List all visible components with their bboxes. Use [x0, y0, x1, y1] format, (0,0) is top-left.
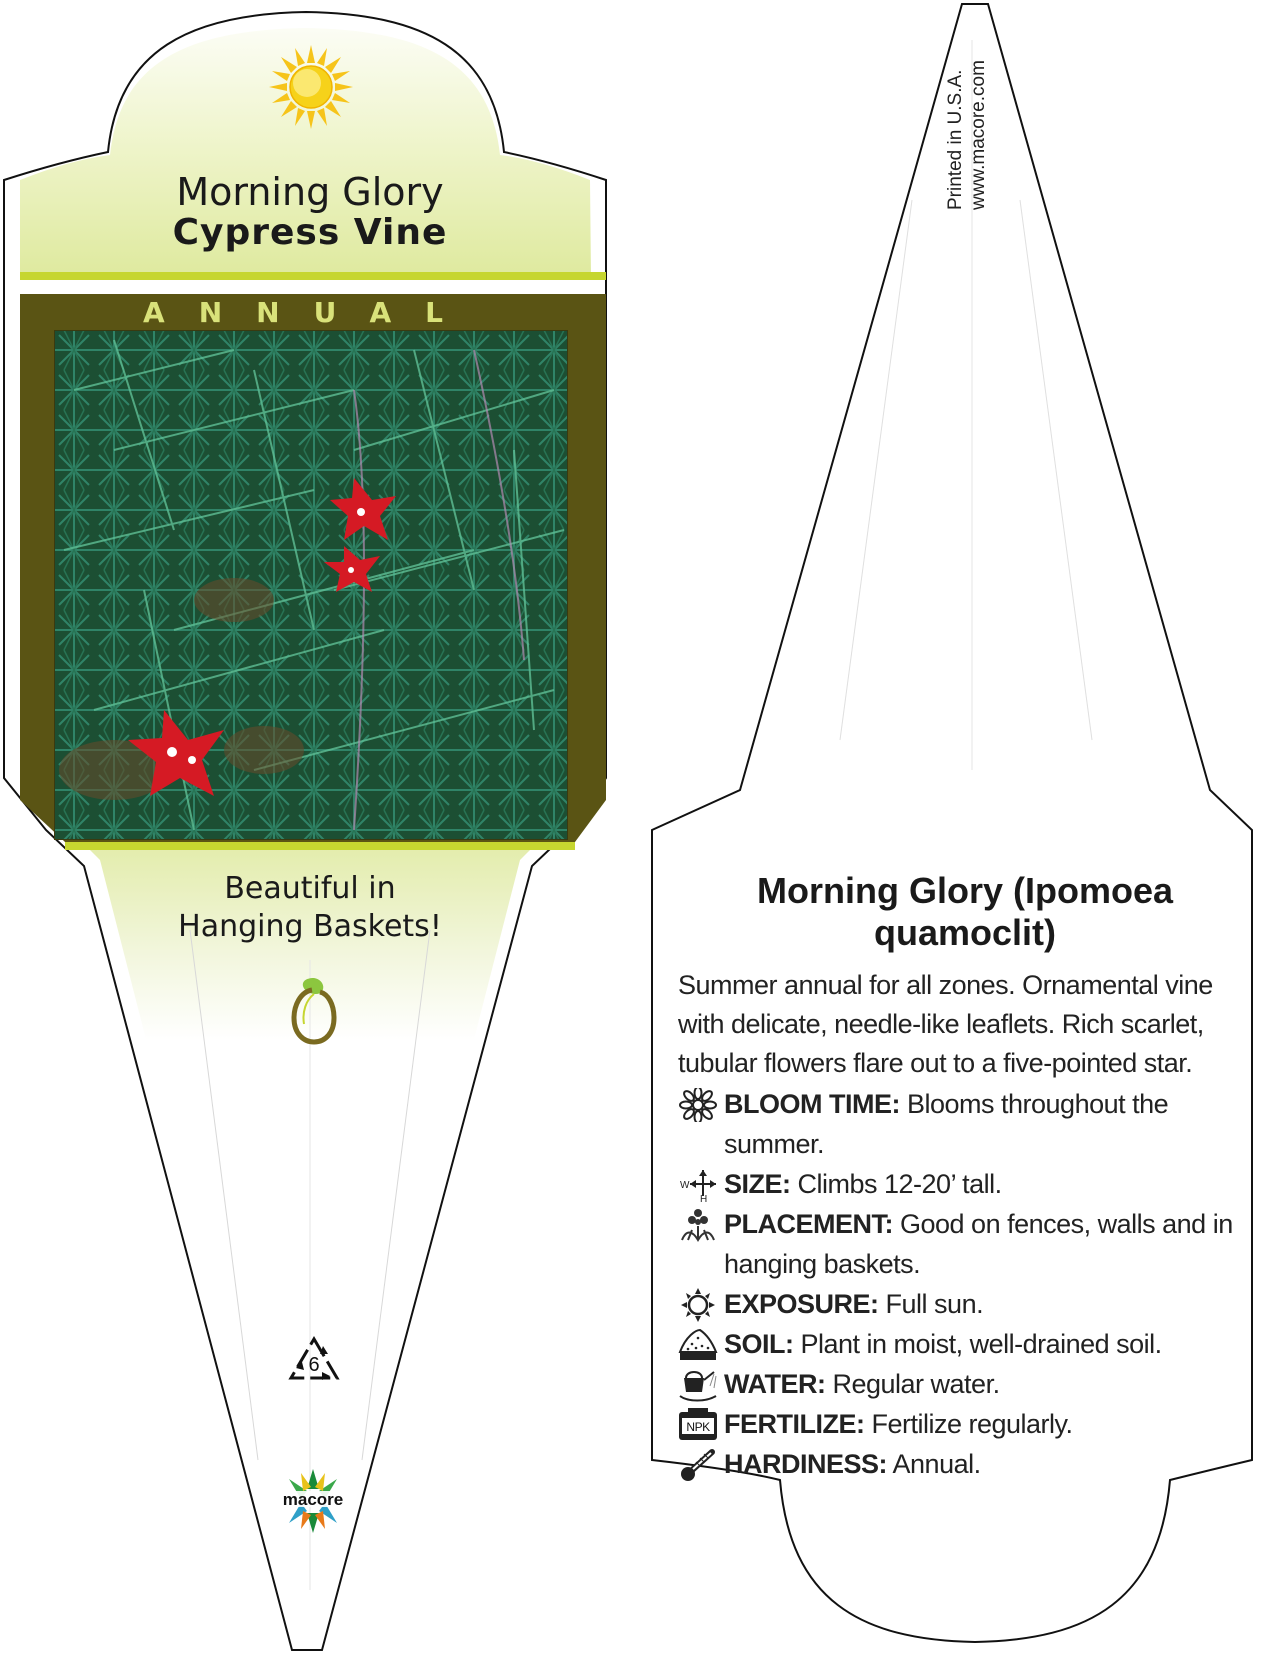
plant-photo: [54, 330, 568, 840]
attribute-water: [678, 1364, 1238, 1404]
attribute-fertilize: [678, 1404, 1238, 1444]
attribute-label: BLOOM TIME:: [724, 1089, 900, 1119]
attribute-label: WATER:: [724, 1369, 826, 1399]
sun-icon: [268, 44, 354, 130]
printed-line2: www.macore.com: [968, 60, 989, 210]
attribute-value: Climbs 12-20’ tall.: [790, 1169, 1002, 1199]
attribute-exposure: [678, 1284, 1238, 1324]
attribute-value: Plant in moist, well-drained soil.: [793, 1329, 1162, 1359]
printed-info: [944, 60, 990, 210]
attribute-value: Annual.: [887, 1449, 981, 1479]
recycle-number: 6: [308, 1354, 320, 1376]
attribute-size: [678, 1164, 1238, 1204]
attribute-value: Good on fences, walls and in hanging baskets.: [724, 1209, 1233, 1279]
attribute-value: Full sun.: [878, 1289, 984, 1319]
logo-text: macore: [282, 1490, 344, 1509]
npk-icon: [678, 1408, 718, 1442]
plant-description: Summer annual for all zones. Ornamental vine with delicate, needle-like leaflets. Rich scarlet, tubular flowers flare out to a five-pointed star.: [678, 970, 1213, 1078]
thermometer-icon: [678, 1448, 718, 1482]
attribute-placement: [678, 1204, 1238, 1284]
attribute-label: HARDINESS:: [724, 1449, 888, 1479]
front-title-line2: Cypress Vine: [172, 212, 448, 253]
back-title: [740, 870, 1190, 954]
tagline-line2: Hanging Baskets!: [178, 909, 442, 944]
attribute-hardiness: [678, 1444, 1238, 1484]
soil-icon: [678, 1328, 718, 1362]
attribute-value: Regular water.: [825, 1369, 1000, 1399]
tagline: [110, 870, 510, 946]
recycle-icon: [288, 1336, 340, 1382]
attribute-value: Blooms throughout the summer.: [724, 1089, 1169, 1159]
front-title: [60, 172, 560, 254]
attribute-label: EXPOSURE:: [724, 1289, 879, 1319]
attribute-label: PLACEMENT:: [724, 1209, 893, 1239]
printed-line1: Printed in U.S.A.: [945, 69, 966, 210]
attribute-label: FERTILIZE:: [724, 1409, 865, 1439]
attribute-bloom-time: [678, 1084, 1238, 1164]
front-title-line1: Morning Glory: [176, 170, 444, 214]
attribute-value: Fertilize regularly.: [864, 1409, 1073, 1439]
size-h-label: H: [700, 1194, 707, 1202]
care-attributes: [678, 1084, 1238, 1484]
attribute-label: SOIL:: [724, 1329, 794, 1359]
npk-label: NPK: [686, 1420, 710, 1434]
tagline-line1: Beautiful in: [224, 871, 396, 906]
back-title-line1: Morning Glory (Ipomoea: [756, 870, 1173, 911]
flower-icon: [678, 1088, 718, 1122]
macore-logo: [270, 1466, 356, 1536]
seed-logo-icon: [286, 970, 342, 1046]
category-label: ANNUAL: [143, 296, 477, 329]
bottom-band-line: [65, 842, 575, 850]
size-w-label: W: [680, 1180, 689, 1191]
size-arrows-icon: [678, 1168, 718, 1202]
top-band-line: [20, 272, 606, 280]
placement-icon: [678, 1208, 718, 1242]
attribute-label: SIZE:: [724, 1169, 791, 1199]
sun-outline-icon: [678, 1288, 718, 1322]
watering-can-icon: [678, 1368, 718, 1402]
attribute-soil: [678, 1324, 1238, 1364]
back-title-line2: quamoclit): [873, 912, 1056, 953]
